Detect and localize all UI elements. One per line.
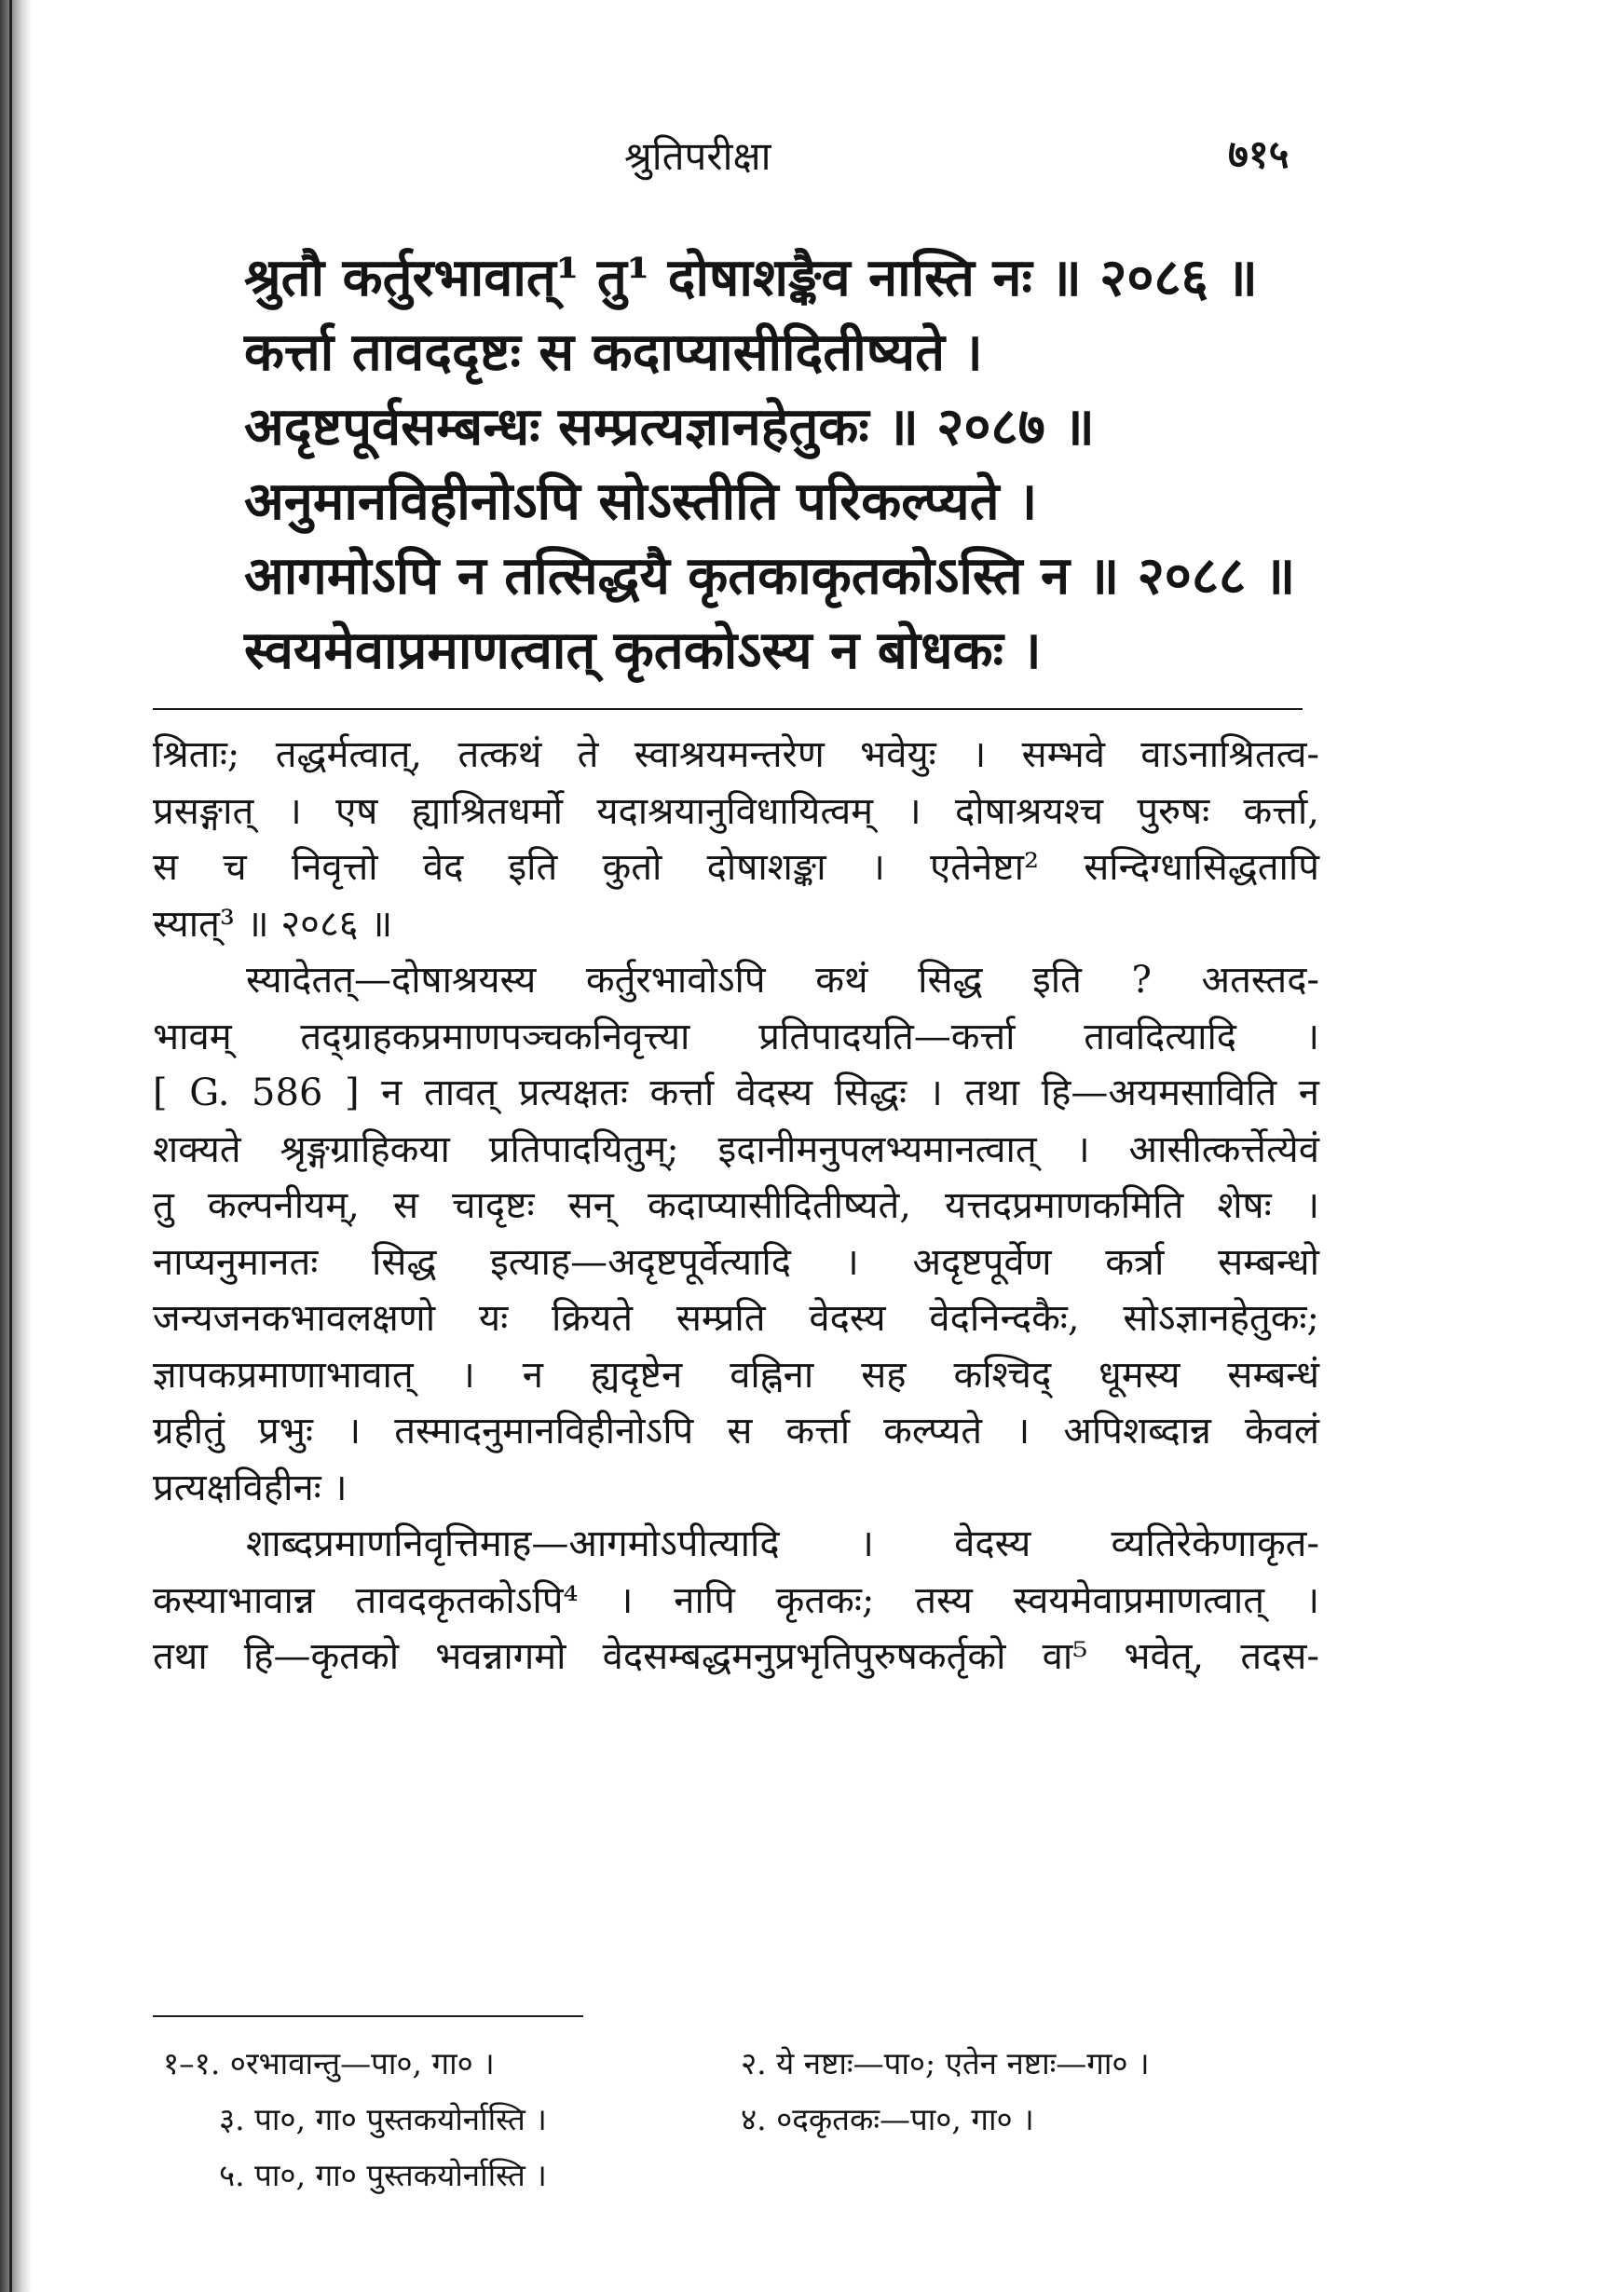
verse-commentary-divider [153,708,1303,710]
commentary-line: तु कल्पनीयम्, स चादृष्टः सन् कदाप्यासीदितीष्यते, यत्तदप्रमाणकमिति शेषः । [153,1184,1319,1227]
commentary-line: कस्याभावान्न तावदकृतकोऽपि⁴ । नापि कृतकः; तस्य स्वयमेवाप्रमाणत्वात् । [153,1578,1319,1622]
running-head: श्रुतिपरीक्षा [624,133,771,179]
page-number: ७१५ [1228,131,1290,177]
commentary-line: ग्रहीतुं प्रभुः । तस्मादनुमानविहीनोऽपि स कर्त्ता कल्प्यते । अपिशब्दान्न केवलं [153,1410,1319,1453]
commentary-line: स्यादेतत्—दोषाश्रयस्य कर्तुरभावोऽपि कथं सिद्ध इति ? अतस्तद- [246,959,1319,1002]
book-spine-shadow [0,0,32,2292]
footnote: ४. ०दकृतकः—पा०, गा० । [741,2101,1034,2137]
verse-line: श्रुतौ कर्तुरभावात्¹ तु¹ दोषाशङ्कैव नास्ति नः ॥ २०८६ ॥ [244,247,1258,308]
verse-line: अदृष्टपूर्वसम्बन्धः सम्प्रत्यज्ञानहेतुकः ॥ २०८७ ॥ [244,396,1095,457]
commentary-block [153,727,1319,1685]
footnote: २. ये नष्टाः—पा०; एतेन नष्टाः—गा० । [741,2045,1150,2081]
footnotes [163,2036,1328,2203]
commentary-line: जन्यजनकभावलक्षणो यः क्रियते सम्प्रति वेदस्य वेदनिन्दकैः, सोऽज्ञानहेतुकः; [153,1297,1319,1340]
verse-line: स्वयमेवाप्रमाणत्वात् कृतकोऽस्य न बोधकः । [244,620,1042,681]
commentary-line: प्रसङ्गात् । एष ह्याश्रितधर्मो यदाश्रयानुविधायित्वम् । दोषाश्रयश्च पुरुषः कर्त्ता, [153,789,1319,833]
footnote: ५. पा०, गा० पुस्तकयोर्नास्ति । [219,2157,547,2193]
commentary-line: तथा हि—कृतको भवन्नागमो वेदसम्बद्धमनुप्रभृतिपुरुषकर्तृको वा⁵ भवेत्, तदस- [153,1635,1319,1678]
footnote-divider [153,2015,583,2017]
verse-line: कर्त्ता तावददृष्टः स कदाप्यासीदितीष्यते । [244,321,983,383]
verse-block [244,240,1306,688]
commentary-line: [ G. 586 ] न तावत् प्रत्यक्षतः कर्त्ता वेदस्य सिद्धः । तथा हि—अयमसाविति न [153,1071,1319,1114]
commentary-line: शाब्दप्रमाणनिवृत्तिमाह—आगमोऽपीत्यादि । वेदस्य व्यतिरेकेणाकृत- [246,1522,1319,1565]
verse-line: आगमोऽपि न तत्सिद्धयै कृतकाकृतकोऽस्ति न ॥ २०८८ ॥ [244,545,1296,607]
commentary-line: प्रत्यक्षविहीनः । [153,1466,348,1509]
verse-line: अनुमानविहीनोऽपि सोऽस्तीति परिकल्प्यते । [244,471,1038,532]
commentary-line: ज्ञापकप्रमाणाभावात् । न ह्यदृष्टेन वह्निना सह कश्चिद् धूमस्य सम्बन्धं [153,1353,1319,1397]
footnote: १–१. ०रभावान्तु—पा०, गा० । [163,2045,495,2081]
commentary-line: स च निवृत्तो वेद इति कुतो दोषाशङ्का । एतेनेष्टा² सन्दिग्धासिद्धतापि [153,846,1319,889]
footnote: ३. पा०, गा० पुस्तकयोर्नास्ति । [219,2101,547,2137]
commentary-line: शक्यते श्रृङ्गग्राहिकया प्रतिपादयितुम्; इदानीमनुपलभ्यमानत्वात् । आसीत्कर्त्तेत्येवं [153,1127,1319,1171]
commentary-line: श्रिताः; तद्धर्मत्वात्, तत्कथं ते स्वाश्रयमन्तरेण भवेयुः । सम्भवे वाऽनाश्रितत्व- [153,733,1319,776]
commentary-line: नाप्यनुमानतः सिद्ध इत्याह—अदृष्टपूर्वेत्यादि । अदृष्टपूर्वेण कर्त्रा सम्बन्धो [153,1240,1319,1284]
commentary-line: भावम् तद्ग्राहकप्रमाणपञ्चकनिवृत्त्या प्रतिपादयति—कर्त्ता तावदित्यादि । [153,1015,1319,1058]
binding-edge [9,0,12,2292]
commentary-line: स्यात्³ ॥ २०८६ ॥ [153,902,393,946]
